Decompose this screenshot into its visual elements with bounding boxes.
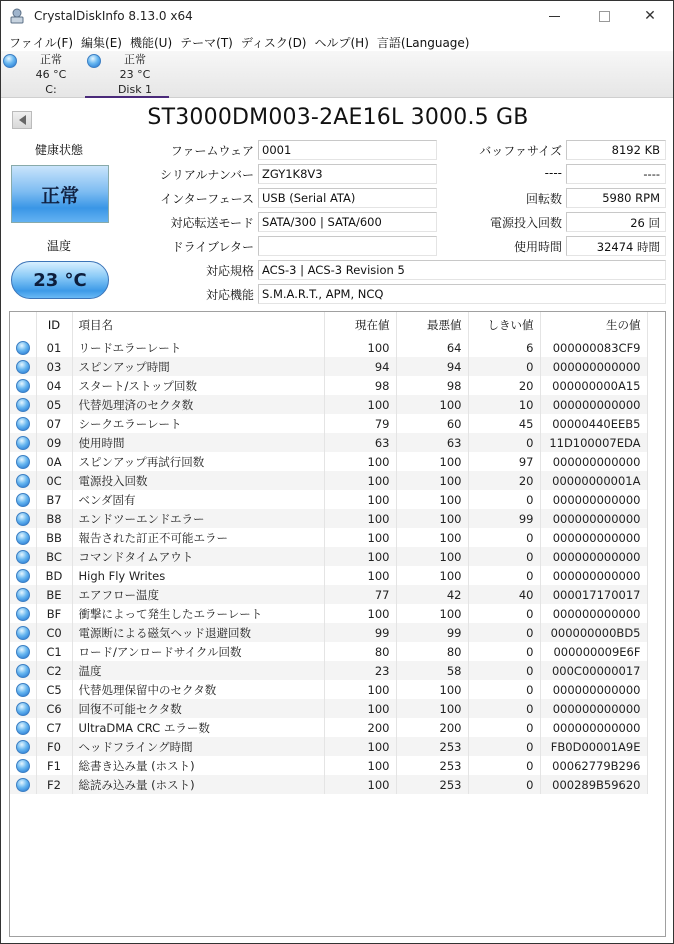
transfer-mode-label: 対応転送モード <box>170 216 254 230</box>
raw-value: 000C00000017 <box>540 661 647 680</box>
attribute-name: エンドツーエンドエラー <box>72 509 324 528</box>
health-status-orb-icon <box>16 398 30 412</box>
threshold-value: 99 <box>468 509 540 528</box>
threshold-value: 0 <box>468 357 540 376</box>
table-header-row <box>10 312 647 338</box>
threshold-value: 0 <box>468 528 540 547</box>
smart-table <box>10 312 648 794</box>
health-status-orb-icon <box>3 54 17 68</box>
attribute-id: F2 <box>36 775 72 794</box>
menu-disk[interactable]: ディスク(D) <box>240 36 307 50</box>
raw-value: 000000000000 <box>540 566 647 585</box>
table-row[interactable] <box>10 509 647 528</box>
health-status-orb-icon <box>16 436 30 450</box>
current-value: 100 <box>324 490 396 509</box>
worst-value: 100 <box>396 528 468 547</box>
menu-theme[interactable]: テーマ(T) <box>180 36 233 50</box>
status-cell <box>10 775 36 794</box>
table-row[interactable] <box>10 547 647 566</box>
worst-value: 100 <box>396 566 468 585</box>
status-cell <box>10 623 36 642</box>
worst-value: 100 <box>396 509 468 528</box>
title-bar <box>1 1 673 31</box>
attribute-id: 01 <box>36 338 72 357</box>
window-title: CrystalDiskInfo 8.13.0 x64 <box>34 9 193 23</box>
drive-letter-label: ドライブレター <box>171 240 254 254</box>
table-row[interactable] <box>10 414 647 433</box>
attribute-id: 0C <box>36 471 72 490</box>
current-value: 100 <box>324 452 396 471</box>
current-value: 100 <box>324 680 396 699</box>
disk-tab-status: 正常 <box>124 53 146 66</box>
current-value: 94 <box>324 357 396 376</box>
menu-language[interactable]: 言語(Language) <box>376 36 470 50</box>
health-status-orb-icon <box>16 455 30 469</box>
raw-value: 000000083CF9 <box>540 338 647 357</box>
table-row[interactable] <box>10 528 647 547</box>
threshold-value: 0 <box>468 737 540 756</box>
disk-tab-temp: 23 °C <box>119 68 151 81</box>
status-cell <box>10 642 36 661</box>
temperature-label: 温度 <box>46 239 71 253</box>
attribute-name: 代替処理済のセクタ数 <box>72 395 324 414</box>
current-value: 77 <box>324 585 396 604</box>
smart-attributes-list[interactable] <box>9 311 666 937</box>
raw-value: 000000000000 <box>540 490 647 509</box>
raw-value: FB0D00001A9E <box>540 737 647 756</box>
attribute-id: BF <box>36 604 72 623</box>
disk-selector-bar <box>1 51 673 98</box>
worst-value: 100 <box>396 604 468 623</box>
table-row[interactable] <box>10 357 647 376</box>
attribute-name: 使用時間 <box>72 433 324 452</box>
table-row[interactable] <box>10 395 647 414</box>
table-row[interactable] <box>10 452 647 471</box>
health-status-orb-icon <box>16 778 30 792</box>
raw-value: 11D100007EDA <box>540 433 647 452</box>
current-value: 200 <box>324 718 396 737</box>
maximize-icon <box>599 11 610 22</box>
worst-value: 100 <box>396 699 468 718</box>
threshold-value: 0 <box>468 775 540 794</box>
attribute-name: 電源投入回数 <box>72 471 324 490</box>
threshold-value: 6 <box>468 338 540 357</box>
health-status-label: 健康状態 <box>34 143 83 157</box>
attribute-id: C1 <box>36 642 72 661</box>
attribute-id: BD <box>36 566 72 585</box>
attribute-name: 報告された訂正不可能エラー <box>72 528 324 547</box>
rotation-rate-label: 回転数 <box>525 192 562 206</box>
worst-value: 80 <box>396 642 468 661</box>
raw-value: 000000000BD5 <box>540 623 647 642</box>
health-status-orb-icon <box>16 379 30 393</box>
previous-disk-button[interactable] <box>12 111 32 129</box>
firmware-label: ファームウェア <box>170 144 254 158</box>
menu-help[interactable]: ヘルプ(H) <box>314 36 369 50</box>
attribute-id: B8 <box>36 509 72 528</box>
table-row[interactable] <box>10 338 647 357</box>
health-status-orb-icon <box>16 588 30 602</box>
health-status-orb-icon <box>16 550 30 564</box>
disk-tab-disk1[interactable] <box>85 51 169 98</box>
disk-tab-name: C: <box>45 83 57 96</box>
status-cell <box>10 699 36 718</box>
temperature-badge[interactable]: 23 °C <box>11 261 109 299</box>
attribute-id: C2 <box>36 661 72 680</box>
attribute-id: 0A <box>36 452 72 471</box>
buffer-size-value: 8192 KB <box>566 140 666 160</box>
table-row[interactable] <box>10 604 647 623</box>
current-value: 100 <box>324 395 396 414</box>
minimize-button[interactable] <box>531 1 577 31</box>
health-status-orb-icon <box>87 54 101 68</box>
app-disk-icon <box>9 8 25 24</box>
status-cell <box>10 661 36 680</box>
status-cell <box>10 357 36 376</box>
current-value: 100 <box>324 509 396 528</box>
attribute-id: 04 <box>36 376 72 395</box>
attribute-id: B7 <box>36 490 72 509</box>
status-cell <box>10 414 36 433</box>
raw-value: 000000000000 <box>540 680 647 699</box>
features-label: 対応機能 <box>205 288 254 302</box>
status-cell <box>10 395 36 414</box>
raw-value: 000000000000 <box>540 452 647 471</box>
threshold-value: 20 <box>468 471 540 490</box>
threshold-value: 0 <box>468 642 540 661</box>
attribute-id: 09 <box>36 433 72 452</box>
disk-tab-temp: 46 °C <box>35 68 67 81</box>
table-row[interactable] <box>10 566 647 585</box>
threshold-value: 0 <box>468 661 540 680</box>
attribute-name: エアフロー温度 <box>72 585 324 604</box>
threshold-value: 0 <box>468 699 540 718</box>
attribute-name: UltraDMA CRC エラー数 <box>72 718 324 737</box>
power-on-count-value: 26 回 <box>566 212 666 232</box>
attribute-name: 代替処理保留中のセクタ数 <box>72 680 324 699</box>
threshold-value: 0 <box>468 566 540 585</box>
threshold-value: 0 <box>468 756 540 775</box>
menu-bar <box>1 32 673 51</box>
raw-value: 000000000000 <box>540 509 647 528</box>
attribute-id: BC <box>36 547 72 566</box>
health-status-orb-icon <box>16 721 30 735</box>
disk-model-title: ST3000DM003-2AE16L 3000.5 GB <box>147 105 529 130</box>
attribute-id: C6 <box>36 699 72 718</box>
table-row[interactable] <box>10 490 647 509</box>
disk-tab-name: Disk 1 <box>117 83 153 96</box>
column-header-id[interactable]: ID <box>36 312 72 338</box>
threshold-value: 0 <box>468 680 540 699</box>
unknown-label: ---- <box>544 166 562 180</box>
table-row[interactable] <box>10 471 647 490</box>
column-header-threshold[interactable]: しきい値 <box>468 312 540 338</box>
health-status-orb-icon <box>16 569 30 583</box>
current-value: 23 <box>324 661 396 680</box>
status-cell <box>10 547 36 566</box>
power-on-hours-value: 32474 時間 <box>566 236 666 256</box>
interface-label: インターフェース <box>160 192 254 206</box>
threshold-value: 0 <box>468 547 540 566</box>
status-cell <box>10 471 36 490</box>
worst-value: 200 <box>396 718 468 737</box>
attribute-name: 回復不可能セクタ数 <box>72 699 324 718</box>
health-status-orb-icon <box>16 417 30 431</box>
table-row[interactable] <box>10 623 647 642</box>
current-value: 100 <box>324 699 396 718</box>
current-value: 79 <box>324 414 396 433</box>
status-cell <box>10 528 36 547</box>
raw-value: 000000009E6F <box>540 642 647 661</box>
status-cell <box>10 737 36 756</box>
menu-function[interactable]: 機能(U) <box>129 36 173 50</box>
raw-value: 000000000000 <box>540 528 647 547</box>
current-value: 100 <box>324 566 396 585</box>
threshold-value: 97 <box>468 452 540 471</box>
status-cell <box>10 566 36 585</box>
status-cell <box>10 585 36 604</box>
status-cell <box>10 338 36 357</box>
health-status-orb-icon <box>16 360 30 374</box>
raw-value: 000017170017 <box>540 585 647 604</box>
menu-edit[interactable]: 編集(E) <box>81 36 122 50</box>
health-status-orb-icon <box>16 702 30 716</box>
close-icon: ✕ <box>644 8 656 24</box>
status-cell <box>10 680 36 699</box>
smart-table-body <box>10 338 647 794</box>
menu-file[interactable]: ファイル(F) <box>9 36 74 50</box>
column-header-raw[interactable]: 生の値 <box>540 312 647 338</box>
threshold-value: 10 <box>468 395 540 414</box>
attribute-name: 衝撃によって発生したエラーレート <box>72 604 324 623</box>
attribute-name: コマンドタイムアウト <box>72 547 324 566</box>
status-cell <box>10 376 36 395</box>
status-cell <box>10 718 36 737</box>
table-row[interactable] <box>10 661 647 680</box>
worst-value: 100 <box>396 547 468 566</box>
transfer-mode-value: SATA/300 | SATA/600 <box>258 212 437 232</box>
current-value: 100 <box>324 775 396 794</box>
table-row[interactable] <box>10 642 647 661</box>
firmware-value: 0001 <box>258 140 437 160</box>
threshold-value: 0 <box>468 433 540 452</box>
worst-value: 253 <box>396 737 468 756</box>
worst-value: 253 <box>396 756 468 775</box>
current-value: 100 <box>324 338 396 357</box>
worst-value: 253 <box>396 775 468 794</box>
attribute-name: 電源断による磁気ヘッド退避回数 <box>72 623 324 642</box>
raw-value: 000000000A15 <box>540 376 647 395</box>
arrow-left-icon <box>19 115 26 125</box>
worst-value: 63 <box>396 433 468 452</box>
attribute-name: スピンアップ再試行回数 <box>72 452 324 471</box>
table-row[interactable] <box>10 585 647 604</box>
attribute-name: 温度 <box>72 661 324 680</box>
health-status-orb-icon <box>16 531 30 545</box>
maximize-button[interactable] <box>581 1 627 31</box>
features-value: S.M.A.R.T., APM, NCQ <box>258 284 666 304</box>
raw-value: 00062779B296 <box>540 756 647 775</box>
attribute-id: 03 <box>36 357 72 376</box>
current-value: 100 <box>324 528 396 547</box>
attribute-name: リードエラーレート <box>72 338 324 357</box>
threshold-value: 0 <box>468 604 540 623</box>
health-status-orb-icon <box>16 740 30 754</box>
power-on-hours-label: 使用時間 <box>513 240 562 254</box>
table-row[interactable] <box>10 680 647 699</box>
current-value: 100 <box>324 471 396 490</box>
table-row[interactable] <box>10 699 647 718</box>
close-button[interactable] <box>627 1 673 31</box>
threshold-value: 40 <box>468 585 540 604</box>
disk-tab-c[interactable] <box>1 51 85 98</box>
attribute-id: 05 <box>36 395 72 414</box>
status-cell <box>10 490 36 509</box>
table-row[interactable] <box>10 756 647 775</box>
raw-value: 00000440EEB5 <box>540 414 647 433</box>
raw-value: 000000000000 <box>540 547 647 566</box>
current-value: 98 <box>324 376 396 395</box>
raw-value: 000000000000 <box>540 357 647 376</box>
power-on-count-label: 電源投入回数 <box>489 216 562 230</box>
disk-tab-status: 正常 <box>40 53 62 66</box>
worst-value: 100 <box>396 490 468 509</box>
worst-value: 100 <box>396 680 468 699</box>
current-value: 100 <box>324 547 396 566</box>
current-value: 100 <box>324 756 396 775</box>
raw-value: 000000000000 <box>540 718 647 737</box>
attribute-name: 総書き込み量 (ホスト) <box>72 756 324 775</box>
worst-value: 60 <box>396 414 468 433</box>
worst-value: 94 <box>396 357 468 376</box>
current-value: 80 <box>324 642 396 661</box>
threshold-value: 0 <box>468 718 540 737</box>
status-cell <box>10 452 36 471</box>
raw-value: 000000000000 <box>540 604 647 623</box>
buffer-size-label: バッファサイズ <box>479 144 562 158</box>
health-status-orb-icon <box>16 626 30 640</box>
threshold-value: 0 <box>468 623 540 642</box>
attribute-name: 総読み込み量 (ホスト) <box>72 775 324 794</box>
threshold-value: 0 <box>468 490 540 509</box>
attribute-name: シークエラーレート <box>72 414 324 433</box>
current-value: 99 <box>324 623 396 642</box>
raw-value: 000000000000 <box>540 395 647 414</box>
current-value: 63 <box>324 433 396 452</box>
status-cell <box>10 604 36 623</box>
standard-value: ACS-3 | ACS-3 Revision 5 <box>258 260 666 280</box>
attribute-name: ロード/アンロードサイクル回数 <box>72 642 324 661</box>
table-row[interactable] <box>10 433 647 452</box>
attribute-id: F1 <box>36 756 72 775</box>
worst-value: 98 <box>396 376 468 395</box>
health-status-orb-icon <box>16 683 30 697</box>
column-header-worst[interactable]: 最悪値 <box>396 312 468 338</box>
raw-value: 000000000000 <box>540 699 647 718</box>
health-status-orb-icon <box>16 664 30 678</box>
serial-number-label: シリアルナンバー <box>159 168 254 182</box>
attribute-id: BE <box>36 585 72 604</box>
raw-value: 000289B59620 <box>540 775 647 794</box>
standard-label: 対応規格 <box>205 264 254 278</box>
attribute-id: BB <box>36 528 72 547</box>
health-status-orb-icon <box>16 759 30 773</box>
minimize-icon <box>549 16 560 17</box>
column-header-status[interactable] <box>10 312 36 338</box>
worst-value: 64 <box>396 338 468 357</box>
health-status-badge[interactable]: 正常 <box>11 165 109 223</box>
health-status-orb-icon <box>16 512 30 526</box>
health-status-orb-icon <box>16 474 30 488</box>
status-cell <box>10 509 36 528</box>
threshold-value: 20 <box>468 376 540 395</box>
column-header-name[interactable]: 項目名 <box>72 312 324 338</box>
worst-value: 100 <box>396 471 468 490</box>
worst-value: 58 <box>396 661 468 680</box>
attribute-name: スピンアップ時間 <box>72 357 324 376</box>
attribute-id: C5 <box>36 680 72 699</box>
column-header-current[interactable]: 現在値 <box>324 312 396 338</box>
interface-value: USB (Serial ATA) <box>258 188 437 208</box>
threshold-value: 45 <box>468 414 540 433</box>
attribute-id: C0 <box>36 623 72 642</box>
table-row[interactable] <box>10 376 647 395</box>
attribute-name: スタート/ストップ回数 <box>72 376 324 395</box>
attribute-name: ヘッドフライング時間 <box>72 737 324 756</box>
worst-value: 100 <box>396 452 468 471</box>
table-row[interactable] <box>10 718 647 737</box>
current-value: 100 <box>324 604 396 623</box>
rotation-rate-value: 5980 RPM <box>566 188 666 208</box>
worst-value: 42 <box>396 585 468 604</box>
attribute-name: High Fly Writes <box>72 566 324 585</box>
raw-value: 00000000001A <box>540 471 647 490</box>
worst-value: 99 <box>396 623 468 642</box>
table-row[interactable] <box>10 775 647 794</box>
health-status-orb-icon <box>16 341 30 355</box>
attribute-id: F0 <box>36 737 72 756</box>
unknown-value: ---- <box>566 164 666 184</box>
status-cell <box>10 756 36 775</box>
status-cell <box>10 433 36 452</box>
serial-number-value: ZGY1K8V3 <box>258 164 437 184</box>
attribute-name: ベンダ固有 <box>72 490 324 509</box>
attribute-id: C7 <box>36 718 72 737</box>
table-row[interactable] <box>10 737 647 756</box>
health-status-orb-icon <box>16 645 30 659</box>
drive-letter-value <box>258 236 437 256</box>
attribute-id: 07 <box>36 414 72 433</box>
health-status-orb-icon <box>16 607 30 621</box>
worst-value: 100 <box>396 395 468 414</box>
health-status-orb-icon <box>16 493 30 507</box>
current-value: 100 <box>324 737 396 756</box>
